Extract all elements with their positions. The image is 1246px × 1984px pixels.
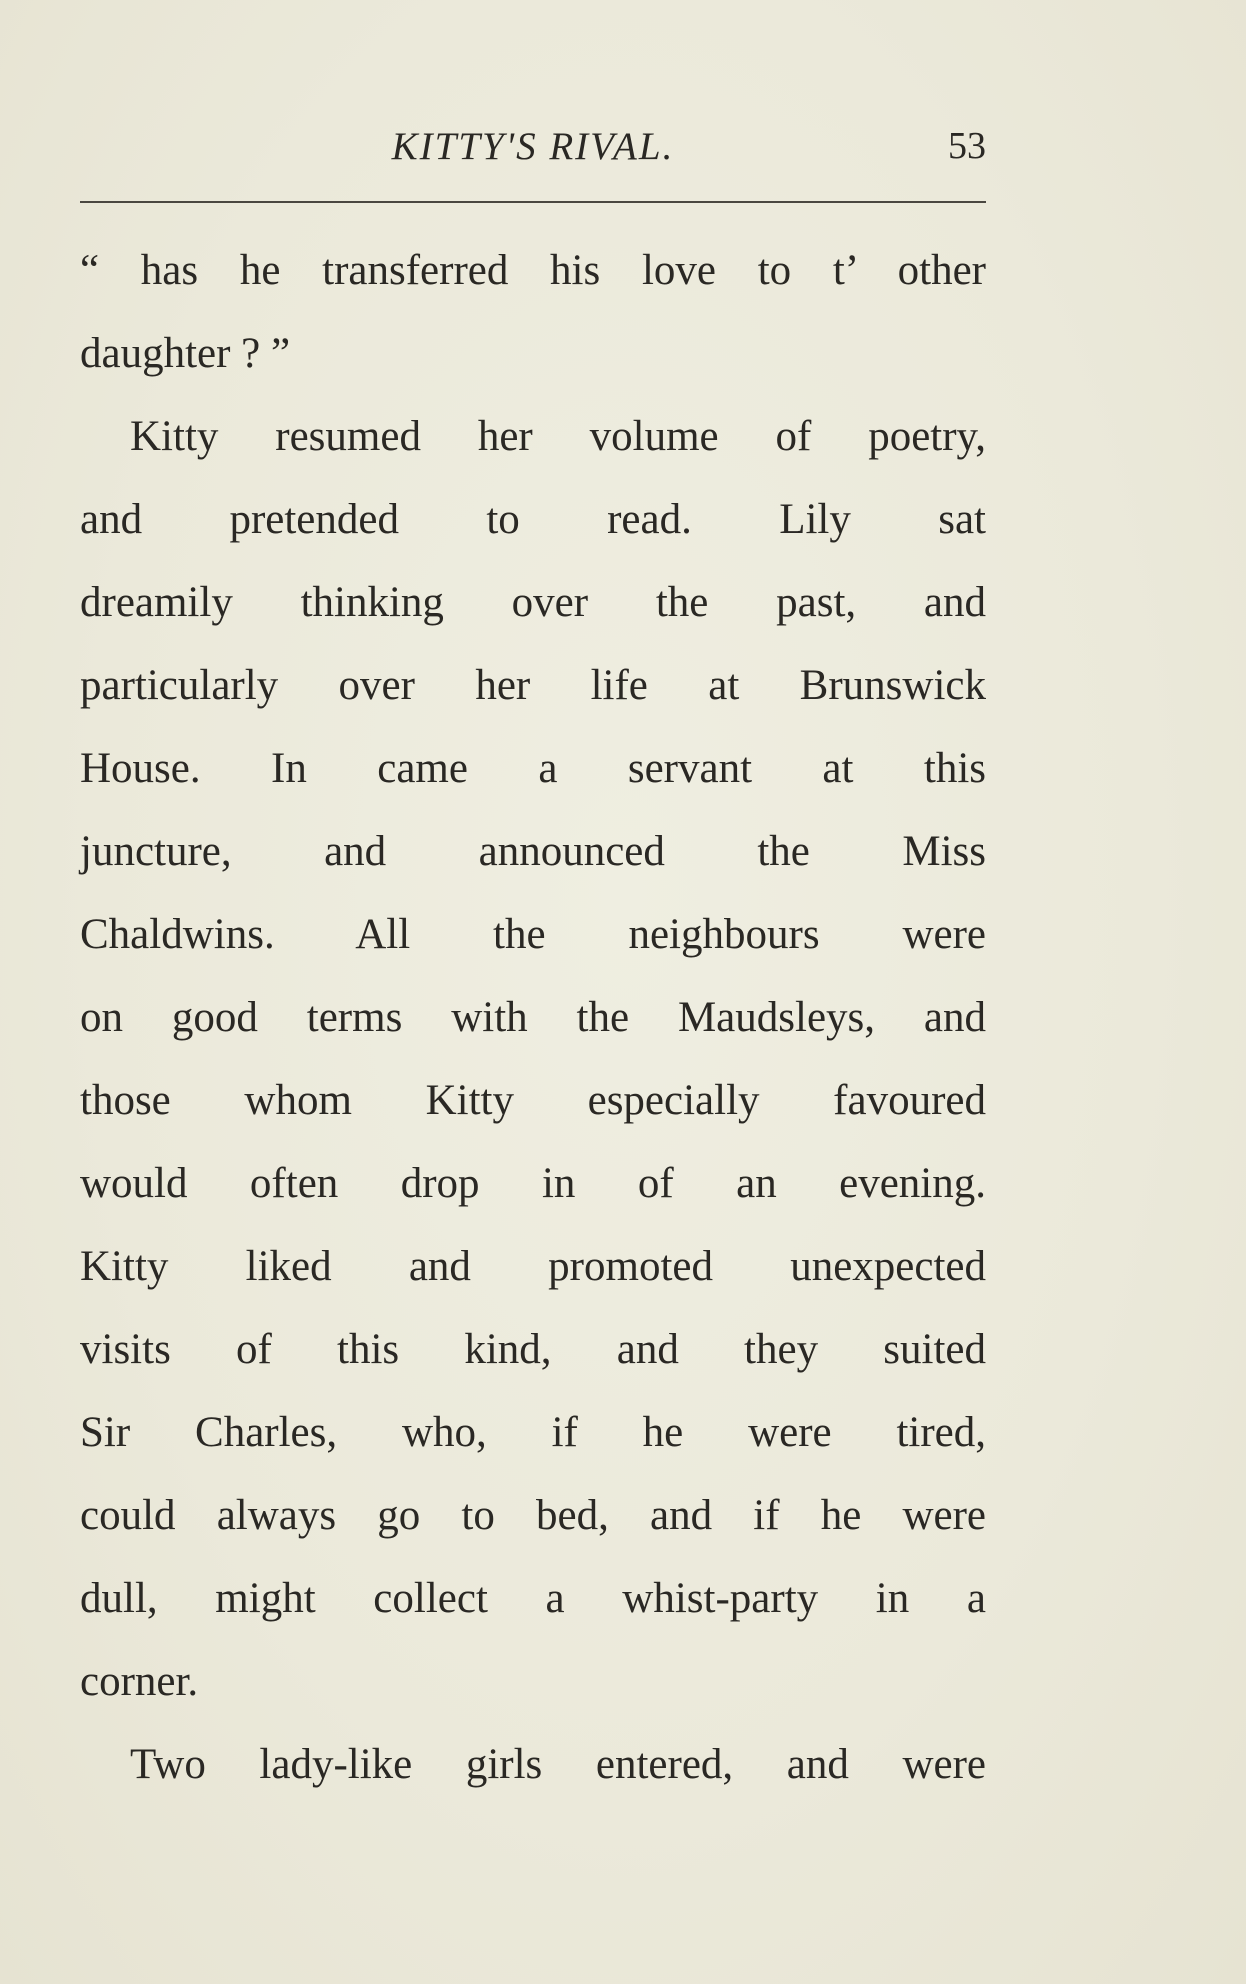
text-line: visits of this kind, and they suited bbox=[80, 1326, 986, 1373]
text-line: particularly over her life at Brunswick bbox=[80, 662, 986, 709]
text-line: corner. bbox=[80, 1658, 199, 1705]
text-line: daughter ? ” bbox=[80, 330, 291, 377]
header-rule bbox=[80, 201, 986, 203]
text-line: Two lady-like girls entered, and were bbox=[130, 1741, 986, 1788]
text-line: on good terms with the Maudsleys, and bbox=[80, 994, 986, 1041]
text-line: “ has he transferred his love to t’ other bbox=[80, 247, 986, 294]
text-line: Kitty liked and promoted unexpected bbox=[80, 1243, 986, 1290]
text-line: dull, might collect a whist-party in a bbox=[80, 1575, 986, 1622]
page-header bbox=[80, 118, 986, 178]
body-text bbox=[80, 236, 986, 1813]
text-line: House. In came a servant at this bbox=[80, 745, 986, 792]
text-line: Sir Charles, who, if he were tired, bbox=[80, 1409, 986, 1456]
text-line: Kitty resumed her volume of poetry, bbox=[130, 413, 986, 460]
text-line: juncture, and announced the Miss bbox=[80, 828, 986, 875]
text-line: Chaldwins. All the neighbours were bbox=[80, 911, 986, 958]
text-line: would often drop in of an evening. bbox=[80, 1160, 986, 1207]
page-number: 53 bbox=[948, 125, 986, 167]
text-line: and pretended to read. Lily sat bbox=[80, 496, 986, 543]
text-line: could always go to bed, and if he were bbox=[80, 1492, 986, 1539]
text-line: dreamily thinking over the past, and bbox=[80, 579, 986, 626]
text-line: those whom Kitty especially favoured bbox=[80, 1077, 986, 1124]
running-head: KITTY'S RIVAL. bbox=[391, 125, 675, 168]
